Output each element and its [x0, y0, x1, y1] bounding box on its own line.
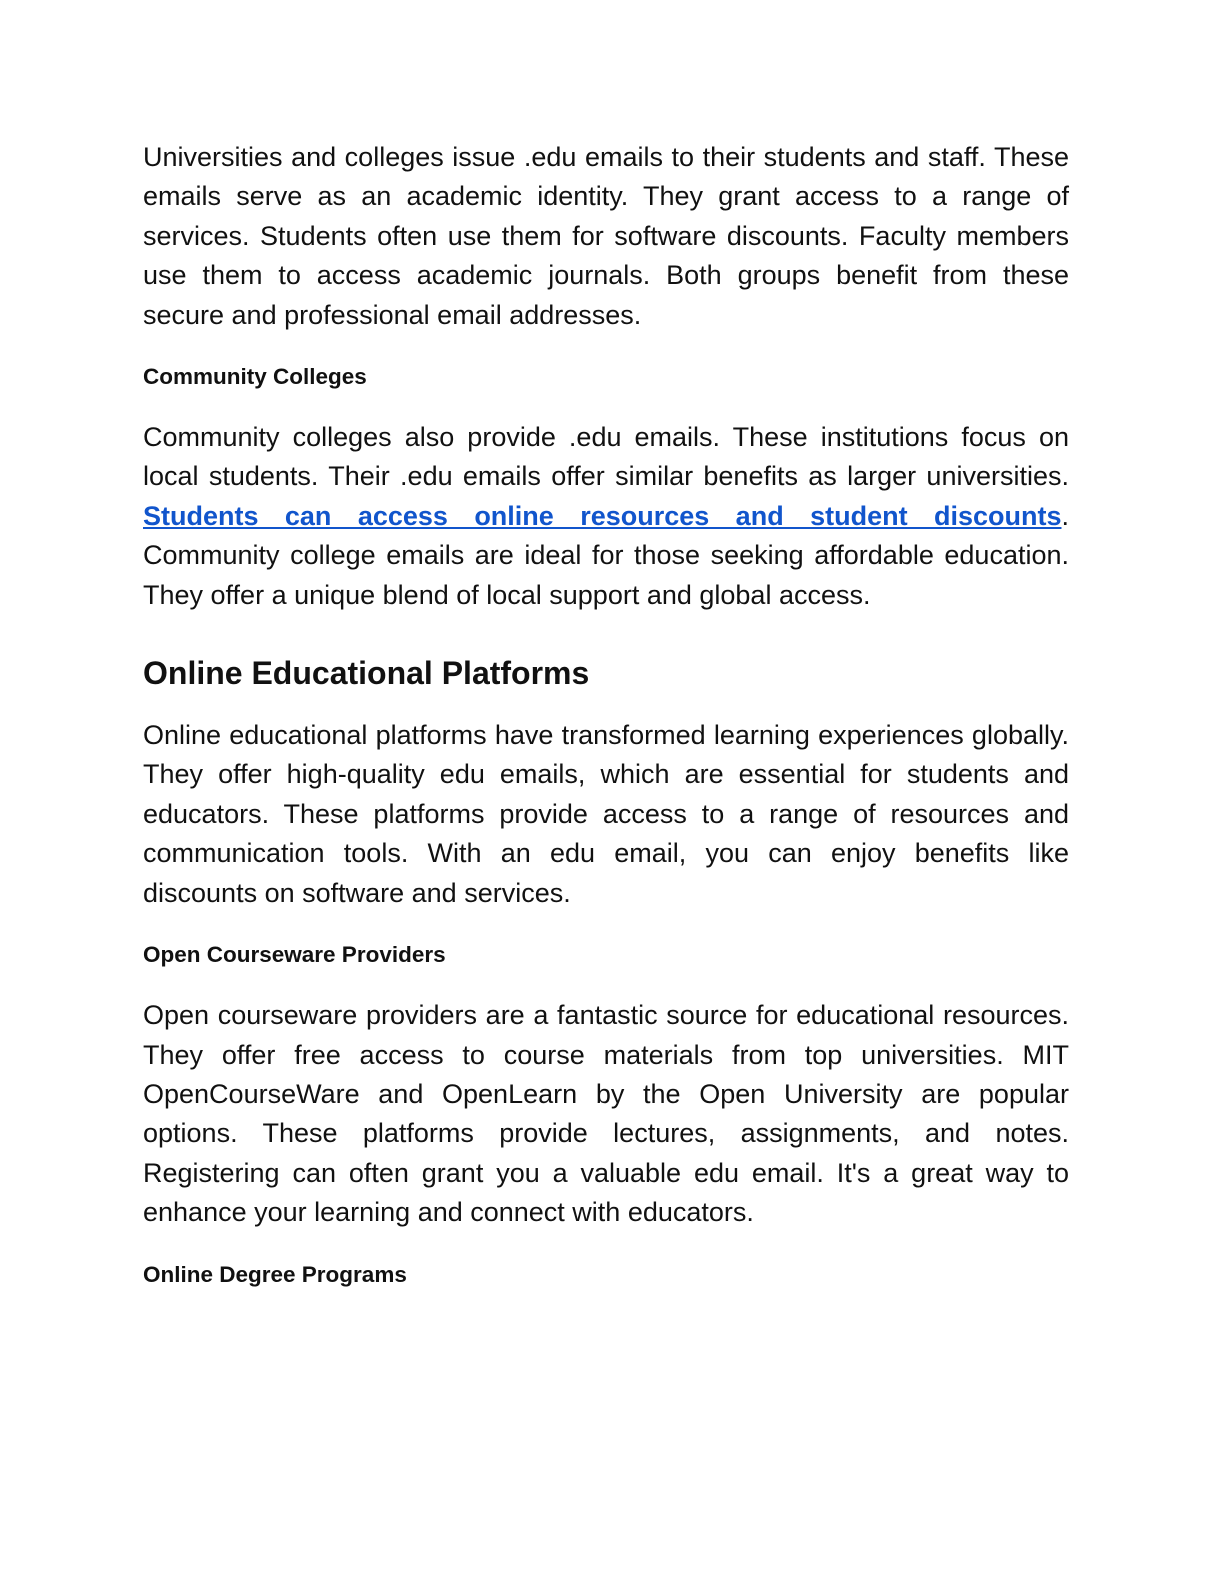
online-platforms-paragraph: Online educational platforms have transformed learning experiences globally. They offer high-quality edu emails, which are essential for students and educators. These platforms provide access to a range of resources and communication tools. With an edu email, you can enjoy benefits like discounts on software and services. [143, 720, 1069, 908]
document-page [143, 138, 1069, 1290]
intro-paragraph: Universities and colleges issue .edu emails to their students and staff. These emails serve as an academic identity. They grant access to a range of services. Students often use them for software discounts. Faculty members use them to access academic journals. Both groups benefit from these secure and professional email addresses. [143, 142, 1069, 330]
community-colleges-paragraph [143, 418, 1069, 615]
heading-online-educational-platforms: Online Educational Platforms [143, 655, 590, 692]
open-courseware-paragraph: Open courseware providers are a fantastic source for educational resources. They offer free access to course materials from top universities. MIT OpenCourseWare and OpenLearn by the Open University are popular options. These platforms provide lectures, assignments, and notes. Registering can often grant you a valuable edu email. It's a great way to enhance your learning and connect with educators. [143, 1000, 1069, 1228]
community-colleges-text-after: . Community college emails are ideal for those seeking affordable education. They offer a unique blend of local support and global access. [143, 500, 1069, 610]
student-discounts-link[interactable]: Students can access online resources and student discounts [143, 500, 1062, 531]
community-colleges-text-before: Community colleges also provide .edu emails. These institutions focus on local students. Their .edu emails offer similar benefits as larger universities. [143, 422, 1069, 492]
heading-online-degree-programs: Online Degree Programs [143, 1261, 407, 1287]
heading-community-colleges: Community Colleges [143, 364, 367, 390]
heading-open-courseware-providers: Open Courseware Providers [143, 942, 446, 968]
